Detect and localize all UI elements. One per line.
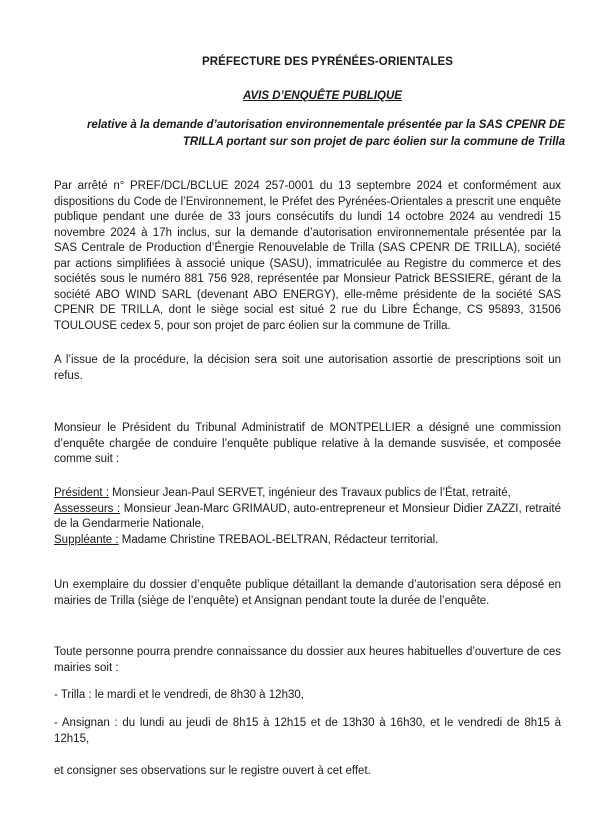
paragraph-commission: Monsieur le Président du Tribunal Administratif de MONTPELLIER a désigné une commission d’enquête chargée de conduire l’enquête publique relative à la demande susvisée, et composée comme suit : — [54, 422, 561, 465]
commission-member-suppleante — [54, 533, 561, 549]
member-details: Madame Christine TREBAOL-BELTRAN, Rédacteur territorial. — [118, 533, 439, 546]
paragraph-observations: et consigner ses observations sur le registre ouvert à cet effet. — [54, 765, 371, 777]
member-details: Monsieur Jean-Paul SERVET, ingénieur des Travaux publics de l’État, retraité, — [108, 487, 511, 499]
paragraph-arrete: Par arrêté n° PREF/DCL/BCLUE 2024 257-0001 du 13 septembre 2024 et conformément aux dispositions du Code de l’Environnement, le Préfet des Pyrénées-Orientales a prescrit une enquête publique pendant une durée de 33 jours consécutifs du lundi 14 octobre 2024 au vendredi 15 novembre 2024 à 17h inclus, sur la demande d’autorisation environnementale présentée par la SAS Centrale de Production d’Énergie Renouvelable de Trilla (SAS CPENR DE TRILLA), société par actions simplifiées à associé unique (SASU), immatriculée au Registre du commerce et des sociétés sous le numéro 881 756 928, représentée par Monsieur Patrick BESSIERE, gérant de la société ABO WIND SARL (devenant ABO ENERGY), elle-même présidente de la société SAS CPENR DE TRILLA, dont le siège social est situé 2 rue du Libre Échange, CS 95893, 31506 TOULOUSE cedex 5, pour son projet de parc éolien sur la commune de Trilla. — [54, 180, 561, 332]
paragraph-decision: A l’issue de la procédure, la décision sera soit une autorisation assortie de prescriptions soit un refus. — [54, 354, 561, 382]
commission-member-president — [54, 486, 561, 502]
hours-trilla: - Trilla : le mardi et le vendredi, de 8h30 à 12h30, — [54, 689, 304, 701]
notice-subtitle: relative à la demande d’autorisation environnementale présentée par la SAS CPENR DE TRILLA portant sur son projet de parc éolien sur la commune de Trilla — [86, 119, 565, 148]
role-label: Assesseurs : — [54, 502, 121, 515]
role-label: Suppléante : — [54, 533, 119, 546]
commission-members-list — [54, 486, 561, 548]
role-label: Président : — [54, 487, 109, 499]
paragraph-consultation: Toute personne pourra prendre connaissance du dossier aux heures habituelles d’ouverture de ces mairies soit : — [54, 646, 561, 674]
member-details: Monsieur Jean-Marc GRIMAUD, auto-entrepreneur et Monsieur Didier ZAZZI, retraité de la Gendarmerie Nationale, — [54, 502, 561, 530]
notice-title: AVIS D’ENQUÊTE PUBLIQUE — [243, 90, 402, 102]
prefecture-heading: PRÉFECTURE DES PYRÉNÉES-ORIENTALES — [201, 56, 454, 68]
commission-member-assesseurs — [54, 502, 561, 533]
hours-ansignan: - Ansignan : du lundi au jeudi de 8h15 à 12h15 et de 13h30 à 16h30, et le vendredi de 8h15 à 12h15, — [54, 717, 561, 745]
paragraph-dossier: Un exemplaire du dossier d’enquête publique détaillant la demande d’autorisation sera déposé en mairies de Trilla (siège de l’enquête) et Ansignan pendant toute la durée de l’enquête. — [54, 579, 561, 607]
